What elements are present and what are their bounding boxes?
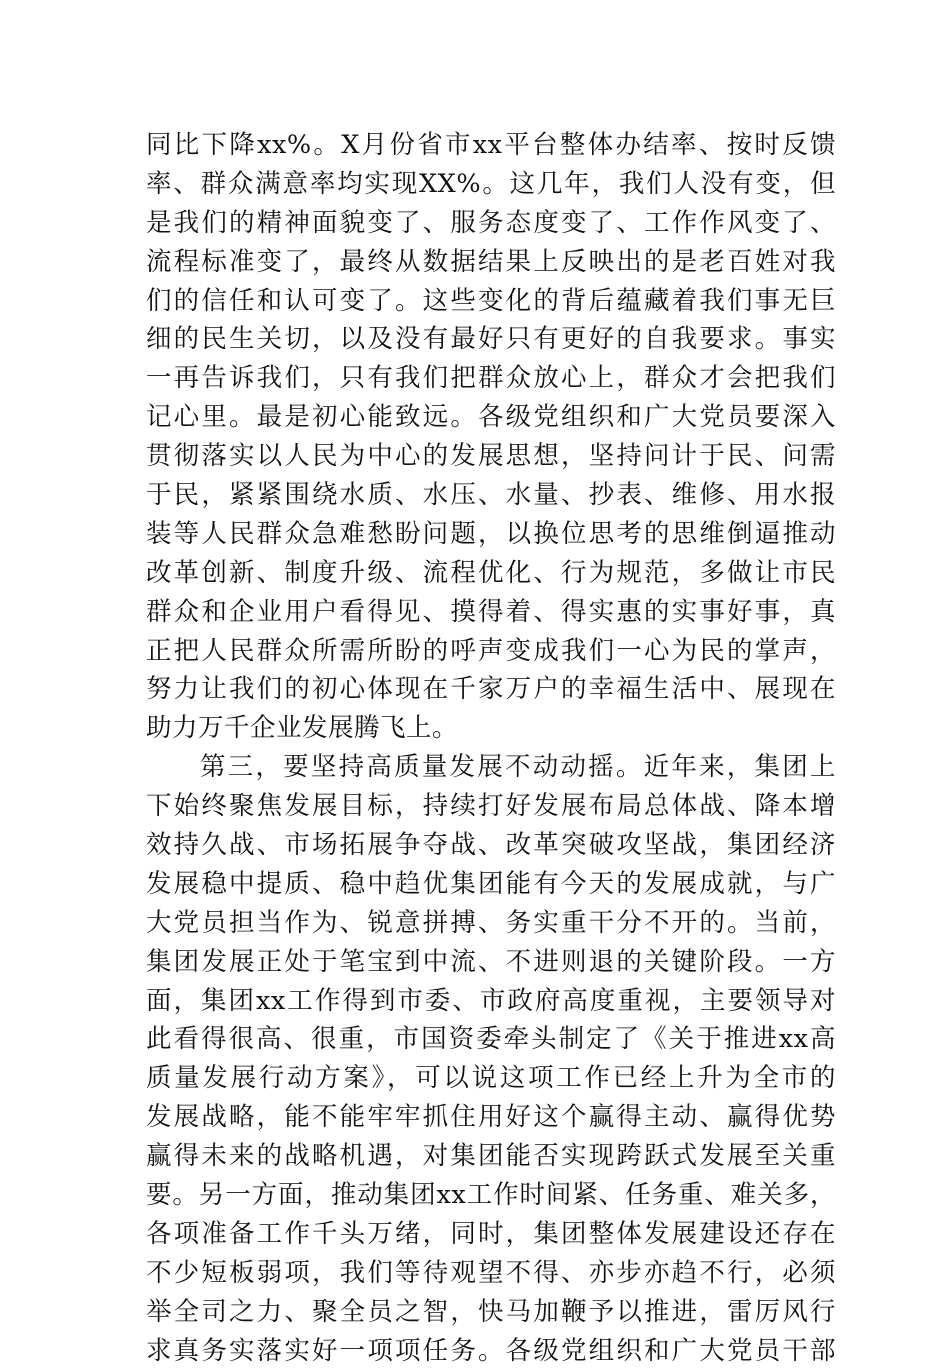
text-line: 大党员担当作为、锐意拼搏、务实重干分不开的。当前，: [146, 907, 836, 938]
text-line: 面，集团xx工作得到市委、市政府高度重视，主要领导对: [146, 985, 836, 1016]
text-line: 各项准备工作千头万绪，同时，集团整体发展建设还存在: [146, 1218, 836, 1249]
text-line: 努力让我们的初心体现在千家万户的幸福生活中、展现在: [146, 674, 836, 705]
text-line: 效持久战、市场拓展争夺战、改革突破攻坚战，集团经济: [146, 830, 836, 861]
text-line: 赢得未来的战略机遇，对集团能否实现跨跃式发展至关重: [146, 1141, 836, 1172]
text-line: 同比下降xx%。X月份省市xx平台整体办结率、按时反馈: [146, 130, 836, 160]
text-line: 发展稳中提质、稳中趋优集团能有今天的发展成就，与广: [146, 868, 836, 899]
text-line: 一再告诉我们，只有我们把群众放心上，群众才会把我们: [146, 363, 836, 394]
text-line: 助力万千企业发展腾飞上。: [146, 713, 459, 744]
text-line: 群众和企业用户看得见、摸得着、得实惠的实事好事，真: [146, 596, 836, 627]
text-line: 举全司之力、聚全员之智，快马加鞭予以推进，雷厉风行: [146, 1296, 836, 1327]
text-line: 改革创新、制度升级、流程优化、行为规范，多做让市民: [146, 557, 836, 588]
text-line: 集团发展正处于笔宝到中流、不进则退的关键阶段。一方: [146, 946, 836, 977]
text-line: 记心里。最是初心能致远。各级党组织和广大党员要深入: [146, 402, 836, 433]
text-line: 下始终聚焦发展目标，持续打好发展布局总体战、降本增: [146, 791, 836, 822]
text-line: 此看得很高、很重，市国资委牵头制定了《关于推进xx高: [146, 1024, 836, 1055]
text-line: 细的民生关切，以及没有最好只有更好的自我要求。事实: [146, 324, 836, 355]
text-line: 求真务实落实好一项项任务。各级党组织和广大党员干部: [146, 1335, 836, 1366]
text-line: 要。另一方面，推动集团xx工作时间紧、任务重、难关多，: [146, 1180, 836, 1211]
text-line: 是我们的精神面貌变了、服务态度变了、工作作风变了、: [146, 207, 836, 238]
paragraph-start-line: 第三，要坚持高质量发展不动动摇。近年来，集团上: [200, 752, 836, 783]
text-line: 们的信任和认可变了。这些变化的背后蕴藏着我们事无巨: [146, 285, 836, 316]
text-line: 装等人民群众急难愁盼问题，以换位思考的思维倒逼推动: [146, 518, 836, 549]
text-line: 正把人民群众所需所盼的呼声变成我们一心为民的掌声，: [146, 635, 836, 666]
text-line: 流程标准变了，最终从数据结果上反映出的是老百姓对我: [146, 246, 836, 277]
body-text: [146, 126, 836, 1371]
text-line: 质量发展行动方案》，可以说这项工作已经上升为全市的: [146, 1063, 836, 1094]
text-line: 发展战略，能不能牢牢抓住用好这个赢得主动、赢得优势: [146, 1102, 836, 1133]
text-line: 于民，紧紧围绕水质、水压、水量、抄表、维修、用水报: [146, 480, 836, 511]
text-line: 贯彻落实以人民为中心的发展思想，坚持问计于民、问需: [146, 441, 836, 472]
text-line: 率、群众满意率均实现XX%。这几年，我们人没有变，但: [146, 168, 836, 199]
text-line: 不少短板弱项，我们等待观望不得、亦步亦趋不行，必须: [146, 1257, 836, 1288]
